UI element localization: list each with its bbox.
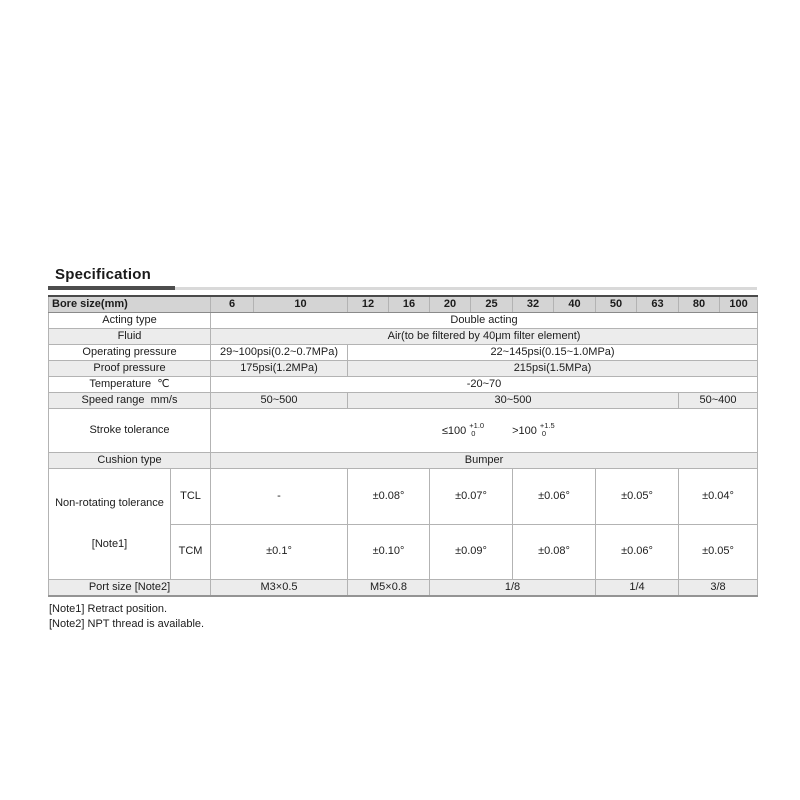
tcl-value-32-40: ±0.06° (513, 469, 596, 525)
cushion-type-label: Cushion type (49, 453, 211, 469)
table-header-row (49, 296, 758, 313)
header-col-20: 20 (430, 296, 471, 313)
speed-range-mid-bore: 30~500 (348, 393, 679, 409)
header-col-12: 12 (348, 296, 389, 313)
port-size-80-100: 3/8 (679, 580, 758, 597)
tcm-value-80-100: ±0.05° (679, 524, 758, 580)
tcm-value-20-25: ±0.09° (430, 524, 513, 580)
speed-range-large-bore: 50~400 (679, 393, 758, 409)
stroke-le-base: ≤100 (441, 424, 467, 437)
speed-range-small-bore: 50~500 (211, 393, 348, 409)
stroke-gt-base: >100 (512, 424, 537, 437)
port-size-6-10: M3×0.5 (211, 580, 348, 597)
header-bore-size: Bore size(mm) (49, 296, 211, 313)
specification-section (48, 266, 757, 632)
operating-pressure-large-bore: 22~145psi(0.15~1.0MPa) (348, 345, 758, 361)
port-size-label: Port size [Note2] (49, 580, 211, 597)
cushion-type-value: Bumper (211, 453, 758, 469)
fluid-value: Air(to be filtered by 40μm filter element) (211, 329, 758, 345)
title-underline-dark-segment (48, 286, 175, 290)
nonrotating-tolerance-label (49, 469, 171, 580)
row-proof-pressure (49, 361, 758, 377)
tcl-value-80-100: ±0.04° (679, 469, 758, 525)
tcl-value-12-16: ±0.08° (348, 469, 430, 525)
acting-type-label: Acting type (49, 313, 211, 329)
stroke-tolerance-label: Stroke tolerance (49, 409, 211, 453)
row-acting-type (49, 313, 758, 329)
header-col-10: 10 (254, 296, 348, 313)
tcl-value-50-63: ±0.05° (596, 469, 679, 525)
proof-pressure-small-bore: 175psi(1.2MPa) (211, 361, 348, 377)
fluid-label: Fluid (49, 329, 211, 345)
operating-pressure-small-bore: 29~100psi(0.2~0.7MPa) (211, 345, 348, 361)
tcl-sublabel: TCL (171, 469, 211, 525)
port-size-20-40: 1/8 (430, 580, 596, 597)
stroke-gt-lower: 0 (541, 428, 547, 438)
tcl-value-20-25: ±0.07° (430, 469, 513, 525)
tcm-sublabel: TCM (171, 524, 211, 580)
stroke-gt-upper: +1.5 (539, 420, 555, 430)
stroke-gt-tolerance-stack (540, 422, 555, 438)
header-col-63: 63 (637, 296, 679, 313)
stroke-le-upper: +1.0 (469, 420, 485, 430)
port-size-50-63: 1/4 (596, 580, 679, 597)
tcm-value-12-16: ±0.10° (348, 524, 430, 580)
header-col-25: 25 (471, 296, 513, 313)
header-col-100: 100 (720, 296, 758, 313)
header-col-32: 32 (513, 296, 554, 313)
temperature-value: -20~70 (211, 377, 758, 393)
footnote-2: [Note2] NPT thread is available. (49, 618, 205, 631)
tcm-value-50-63: ±0.06° (596, 524, 679, 580)
tcm-value-6-10: ±0.1° (211, 524, 348, 580)
footnote-1: [Note1] Retract position. (49, 603, 168, 616)
footnotes (49, 602, 757, 632)
tcl-value-6-10: - (211, 469, 348, 525)
header-col-6: 6 (211, 296, 254, 313)
stroke-tolerance-value (211, 409, 758, 453)
stroke-le-lower: 0 (471, 428, 476, 438)
proof-pressure-large-bore: 215psi(1.5MPa) (348, 361, 758, 377)
nonrotating-label-line2: [Note1] (91, 538, 128, 550)
row-operating-pressure (49, 345, 758, 361)
row-temperature (49, 377, 758, 393)
specification-table (48, 295, 758, 597)
temperature-label: Temperature ℃ (49, 377, 211, 393)
row-port-size (49, 580, 758, 597)
speed-range-label: Speed range mm/s (49, 393, 211, 409)
row-fluid (49, 329, 758, 345)
nonrotating-label-line1: Non-rotating tolerance (55, 496, 164, 509)
title-underline-bar (48, 286, 757, 290)
page-title: Specification (55, 266, 151, 283)
row-cushion-type (49, 453, 758, 469)
row-nonrotating-tcl (49, 469, 758, 525)
proof-pressure-label: Proof pressure (49, 361, 211, 377)
stroke-le-tolerance-stack (469, 422, 484, 438)
row-speed-range (49, 393, 758, 409)
operating-pressure-label: Operating pressure (49, 345, 211, 361)
header-col-16: 16 (389, 296, 430, 313)
tcm-value-32-40: ±0.08° (513, 524, 596, 580)
acting-type-value: Double acting (211, 313, 758, 329)
port-size-12-16: M5×0.8 (348, 580, 430, 597)
header-col-80: 80 (679, 296, 720, 313)
header-col-50: 50 (596, 296, 637, 313)
row-stroke-tolerance (49, 409, 758, 453)
title-underline-light-segment (175, 287, 757, 290)
header-col-40: 40 (554, 296, 596, 313)
